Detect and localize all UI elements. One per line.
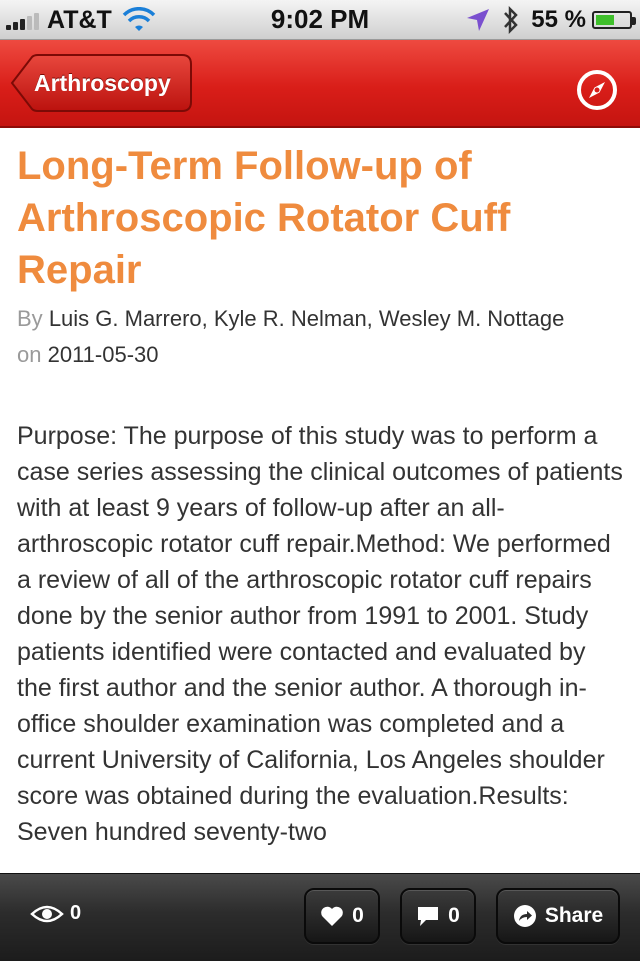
- views-counter: [30, 902, 81, 925]
- article-meta: [17, 301, 627, 373]
- share-button[interactable]: [496, 888, 620, 944]
- article-authors: Luis G. Marrero, Kyle R. Nelman, Wesley M. Nottage: [48, 306, 565, 331]
- bottom-toolbar: [0, 873, 640, 961]
- comment-button[interactable]: [400, 888, 476, 944]
- back-button-label: Arthroscopy: [34, 70, 171, 96]
- article-content: [0, 128, 640, 873]
- share-label: Share: [544, 904, 604, 927]
- bluetooth-icon: [501, 6, 521, 34]
- article-date: 2011-05-30: [47, 342, 159, 367]
- views-count: 0: [70, 902, 82, 924]
- navigation-bar: [0, 40, 640, 128]
- battery-icon: [592, 11, 632, 29]
- battery-percent: 55 %: [531, 6, 586, 33]
- battery-level: [596, 15, 614, 25]
- location-arrow-icon: [465, 7, 491, 33]
- status-time: 9:02 PM: [270, 4, 370, 34]
- status-bar: [0, 0, 640, 40]
- status-bar-right: [465, 4, 632, 36]
- comments-count: 0: [448, 904, 460, 927]
- by-label: By: [17, 306, 43, 331]
- likes-count: 0: [352, 904, 364, 927]
- heart-icon: [320, 905, 344, 927]
- comment-bubble-icon: [416, 905, 440, 927]
- compass-icon[interactable]: [576, 69, 618, 111]
- back-button[interactable]: [10, 54, 192, 112]
- on-label: on: [17, 342, 42, 367]
- article-body: Purpose: The purpose of this study was to perform a case series assessing the clinical outcomes of patients with at least 9 years of follow-up after an all-arthroscopic rotator cuff repair.Method: We performed a review of all of the arthroscopic rotator cuff repairs done by the senior author from 1991 to 2001. Study patients identified were contacted and evaluated by the first author and the senior author. A thorough in-office shoulder examination was completed and a current University of California, Los Angeles shoulder score was obtained during the evaluation.Results: Seven hundred seventy-two: [17, 422, 623, 846]
- like-button[interactable]: [304, 888, 380, 944]
- carrier-name: AT&T: [47, 5, 112, 34]
- eye-icon: [30, 903, 64, 925]
- article-title: Long-Term Follow-up of Arthroscopic Rotator Cuff Repair: [17, 144, 511, 292]
- share-icon: [513, 904, 537, 928]
